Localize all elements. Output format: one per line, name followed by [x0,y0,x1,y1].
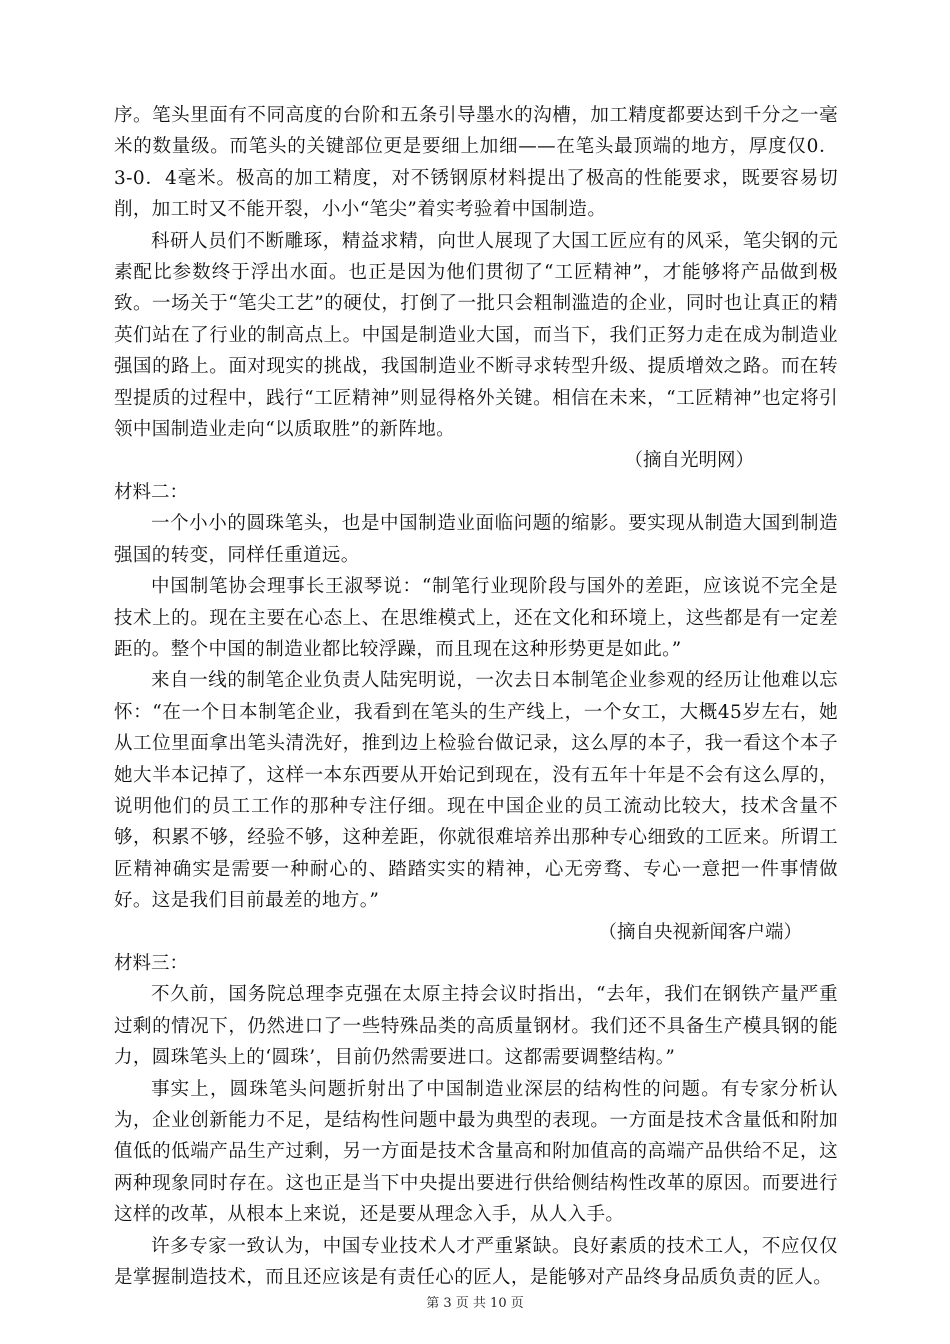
paragraph-lu-xianming: 来自一线的制笔企业负责人陆宪明说，一次去日本制笔企业参观的经历让他难以忘怀：“在一个日本制笔企业，我看到在笔头的生产线上，一个女工，大概45岁左右，她从工位里面拿出笔头清洗好，推到边上检验台做记录，这么厚的本子，我一看这个本子她大半本记掉了，这样一本东西要从开始记到现在，没有五年十年是不会有这么厚的，说明他们的员工工作的那种专注仔细。现在中国企业的员工流动比较大，技术含量不够，积累不够，经验不够，这种差距，你就很难培养出那种专心细致的工匠来。所谓工匠精神确实是需要一种耐心的、踏踏实实的精神，心无旁骛、专心一意把一件事情做好。这是我们目前最差的地方。” [114,670,838,912]
paragraph-pen-tip: 一个小小的圆珠笔头，也是中国制造业面临问题的缩影。要实现从制造大国到制造强国的转变，同样任重道远。 [114,513,838,566]
page-number: 第 3 页 共 10 页 [426,1296,524,1311]
paragraph-structural-problem: 事实上，圆珠笔头问题折射出了中国制造业深层的结构性的问题。有专家分析认为，企业创新能力不足，是结构性问题中最为典型的表现。一方面是技术含量低和附加值低的低端产品生产过剩，另一方面是技术含量高和附加值高的高端产品供给不足，这两种现象同时存在。这也正是当下中央提出要进行供给侧结构性改革的原因。而要进行这样的改革，从根本上来说，还是要从理念入手，从人入手。 [114,1078,838,1226]
paragraph-li-keqiang: 不久前，国务院总理李克强在太原主持会议时指出，“去年，我们在钢铁产量严重过剩的情况下，仍然进口了一些特殊品类的高质量钢材。我们还不具备生产模具钢的能力，圆珠笔头上的‘圆珠’，目前仍然需要进口。这都需要调整结构。” [114,984,838,1069]
paragraph-experts: 许多专家一致认为，中国专业技术人才严重紧缺。良好素质的技术工人，不应仅仅是掌握制造技术，而且还应该是有责任心的匠人，是能够对产品终身品质负责的匠人。 [114,1235,838,1289]
paragraph-wang-shuqin: 中国制笔协会理事长王淑琴说：“制笔行业现阶段与国外的差距，应该说不完全是技术上的。现在主要在心态上、在思维模式上，还在文化和环境上，这些都是有一定差距的。整个中国的制造业都比较浮躁，而且现在这种形势更是如此。” [114,576,838,660]
paragraph-researchers: 科研人员们不断雕琢，精益求精，向世人展现了大国工匠应有的风采，笔尖钢的元素配比参数终于浮出水面。也正是因为他们贯彻了“工匠精神”，才能够将产品做到极致。一场关于“笔尖工艺”的硬仗，打倒了一批只会粗制滥造的企业，同时也让真正的精英们站在了行业的制高点上。中国是制造业大国，而当下，我们正努力走在成为制造业强国的路上。面对现实的挑战，我国制造业不断寻求转型升级、提质增效之路。而在转型提质的过程中，践行“工匠精神”则显得格外关键。相信在未来，“工匠精神”也定将引领中国制造业走向“以质取胜”的新阵地。 [114,230,838,441]
source-guangming: （摘自光明网） [624,450,754,472]
heading-material-3: 材料三： [114,952,189,974]
document-page [114,100,838,1293]
heading-material-2: 材料二： [114,481,189,503]
source-cctv: （摘自央视新闻客户端） [598,921,802,943]
paragraph-continued: 序。笔头里面有不同高度的台阶和五条引导墨水的沟槽，加工精度都要达到千分之一毫米的数量级。而笔头的关键部位更是要细上加细——在笔头最顶端的地方，厚度仅0．3-0．4毫米。极高的加工精度，对不锈钢原材料提出了极高的性能要求，既要容易切削，加工时又不能开裂，小小“笔尖”着实考验着中国制造。 [114,105,838,221]
